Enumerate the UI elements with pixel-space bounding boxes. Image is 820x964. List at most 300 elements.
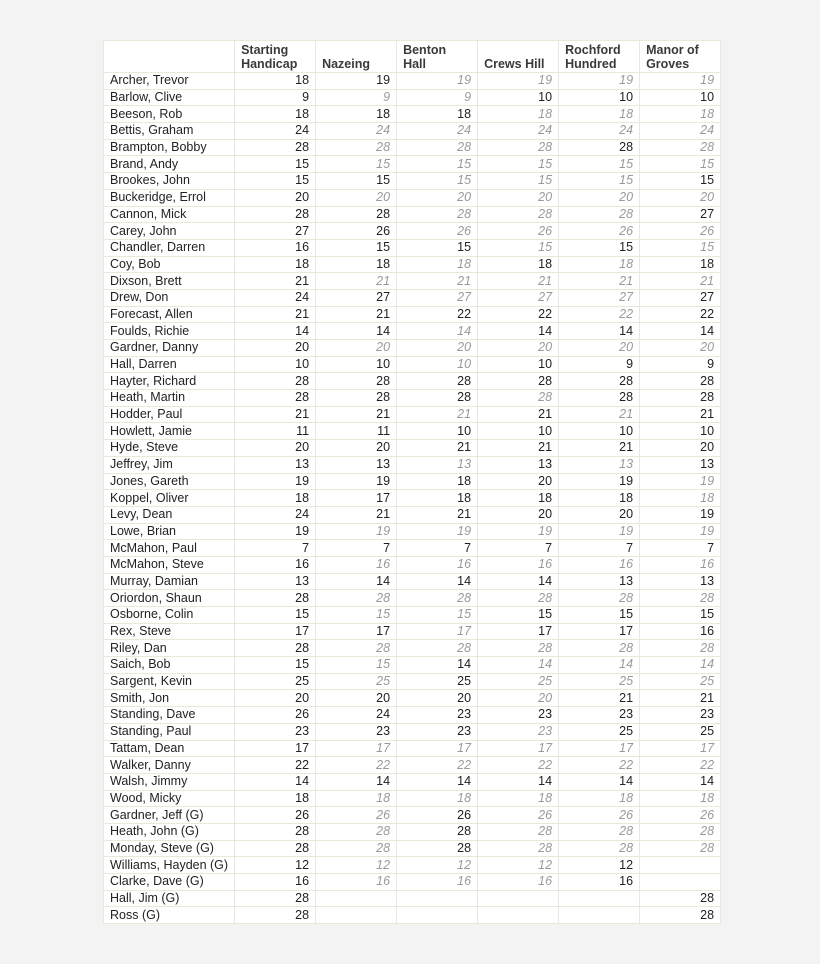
nazeing-cell: 14 [316, 773, 397, 790]
player-name-cell: Clarke, Dave (G) [104, 874, 235, 891]
table-row [104, 907, 721, 924]
starting-handicap-cell: 28 [235, 206, 316, 223]
benton-hall-cell: 12 [397, 857, 478, 874]
rochford-hundred-cell: 15 [559, 239, 640, 256]
benton-hall-cell [397, 907, 478, 924]
crews-hill-cell: 20 [478, 473, 559, 490]
player-name-cell: Brookes, John [104, 173, 235, 190]
starting-handicap-cell: 13 [235, 456, 316, 473]
table-row [104, 340, 721, 357]
rochford-hundred-cell: 17 [559, 623, 640, 640]
player-name-cell: Walsh, Jimmy [104, 773, 235, 790]
starting-handicap-cell: 25 [235, 673, 316, 690]
player-name-cell: Hall, Darren [104, 356, 235, 373]
crews-hill-cell: 24 [478, 123, 559, 140]
manor-of-groves-cell: 18 [640, 106, 721, 123]
starting-handicap-cell: 28 [235, 640, 316, 657]
manor-of-groves-cell: 28 [640, 590, 721, 607]
player-name-cell: McMahon, Paul [104, 540, 235, 557]
rochford-hundred-cell: 15 [559, 156, 640, 173]
crews-hill-cell: 15 [478, 173, 559, 190]
rochford-hundred-cell: 25 [559, 723, 640, 740]
rochford-hundred-cell: 21 [559, 273, 640, 290]
rochford-hundred-cell: 16 [559, 556, 640, 573]
starting-handicap-cell: 24 [235, 123, 316, 140]
player-name-cell: Chandler, Darren [104, 239, 235, 256]
rochford-hundred-cell: 13 [559, 573, 640, 590]
table-row [104, 757, 721, 774]
header-nazeing: Nazeing [316, 41, 397, 73]
nazeing-cell: 21 [316, 273, 397, 290]
table-row [104, 106, 721, 123]
table-row [104, 273, 721, 290]
player-name-cell: Forecast, Allen [104, 306, 235, 323]
crews-hill-cell: 10 [478, 89, 559, 106]
nazeing-cell: 21 [316, 306, 397, 323]
player-name-cell: Hyde, Steve [104, 440, 235, 457]
benton-hall-cell: 15 [397, 607, 478, 624]
nazeing-cell: 19 [316, 73, 397, 90]
crews-hill-cell: 23 [478, 707, 559, 724]
player-name-cell: Brand, Andy [104, 156, 235, 173]
rochford-hundred-cell: 23 [559, 707, 640, 724]
table-body [104, 73, 721, 924]
nazeing-cell: 18 [316, 106, 397, 123]
rochford-hundred-cell: 28 [559, 590, 640, 607]
starting-handicap-cell: 28 [235, 907, 316, 924]
starting-handicap-cell: 21 [235, 273, 316, 290]
player-name-cell: Murray, Damian [104, 573, 235, 590]
table-row [104, 506, 721, 523]
nazeing-cell: 27 [316, 289, 397, 306]
nazeing-cell: 16 [316, 556, 397, 573]
manor-of-groves-cell: 16 [640, 623, 721, 640]
starting-handicap-cell: 18 [235, 790, 316, 807]
starting-handicap-cell: 12 [235, 857, 316, 874]
manor-of-groves-cell: 14 [640, 323, 721, 340]
crews-hill-cell [478, 890, 559, 907]
table-row [104, 857, 721, 874]
crews-hill-cell: 14 [478, 323, 559, 340]
rochford-hundred-cell: 28 [559, 373, 640, 390]
rochford-hundred-cell: 18 [559, 106, 640, 123]
rochford-hundred-cell: 14 [559, 323, 640, 340]
starting-handicap-cell: 24 [235, 506, 316, 523]
crews-hill-cell: 16 [478, 874, 559, 891]
crews-hill-cell: 28 [478, 840, 559, 857]
starting-handicap-cell: 28 [235, 840, 316, 857]
benton-hall-cell: 17 [397, 623, 478, 640]
table-row [104, 607, 721, 624]
manor-of-groves-cell: 7 [640, 540, 721, 557]
nazeing-cell: 25 [316, 673, 397, 690]
manor-of-groves-cell [640, 874, 721, 891]
table-row [104, 206, 721, 223]
table-row [104, 823, 721, 840]
starting-handicap-cell: 18 [235, 490, 316, 507]
nazeing-cell: 15 [316, 156, 397, 173]
starting-handicap-cell: 17 [235, 740, 316, 757]
rochford-hundred-cell: 21 [559, 690, 640, 707]
manor-of-groves-cell: 18 [640, 256, 721, 273]
nazeing-cell [316, 890, 397, 907]
starting-handicap-cell: 15 [235, 173, 316, 190]
table-row [104, 406, 721, 423]
manor-of-groves-cell: 23 [640, 707, 721, 724]
nazeing-cell: 18 [316, 790, 397, 807]
header-manor-of-groves: Manor of Groves [640, 41, 721, 73]
benton-hall-cell: 19 [397, 523, 478, 540]
benton-hall-cell: 23 [397, 723, 478, 740]
starting-handicap-cell: 17 [235, 623, 316, 640]
nazeing-cell: 13 [316, 456, 397, 473]
player-name-cell: Brampton, Bobby [104, 139, 235, 156]
crews-hill-cell [478, 907, 559, 924]
crews-hill-cell: 20 [478, 506, 559, 523]
manor-of-groves-cell: 25 [640, 723, 721, 740]
crews-hill-cell: 20 [478, 340, 559, 357]
crews-hill-cell: 28 [478, 139, 559, 156]
player-name-cell: Smith, Jon [104, 690, 235, 707]
manor-of-groves-cell: 28 [640, 890, 721, 907]
rochford-hundred-cell: 26 [559, 807, 640, 824]
rochford-hundred-cell: 19 [559, 473, 640, 490]
player-name-cell: Coy, Bob [104, 256, 235, 273]
crews-hill-cell: 14 [478, 773, 559, 790]
nazeing-cell: 17 [316, 623, 397, 640]
benton-hall-cell: 28 [397, 840, 478, 857]
nazeing-cell: 28 [316, 823, 397, 840]
rochford-hundred-cell: 28 [559, 840, 640, 857]
crews-hill-cell: 21 [478, 440, 559, 457]
manor-of-groves-cell [640, 857, 721, 874]
starting-handicap-cell: 16 [235, 556, 316, 573]
player-name-cell: Standing, Dave [104, 707, 235, 724]
starting-handicap-cell: 28 [235, 139, 316, 156]
table-row [104, 289, 721, 306]
header-name-column [104, 41, 235, 73]
manor-of-groves-cell: 28 [640, 373, 721, 390]
crews-hill-cell: 26 [478, 223, 559, 240]
rochford-hundred-cell: 18 [559, 256, 640, 273]
table-row [104, 256, 721, 273]
table-row [104, 423, 721, 440]
rochford-hundred-cell: 20 [559, 506, 640, 523]
starting-handicap-cell: 18 [235, 106, 316, 123]
nazeing-cell: 11 [316, 423, 397, 440]
nazeing-cell: 28 [316, 139, 397, 156]
table-row [104, 657, 721, 674]
rochford-hundred-cell: 28 [559, 206, 640, 223]
player-name-cell: Archer, Trevor [104, 73, 235, 90]
starting-handicap-cell: 23 [235, 723, 316, 740]
manor-of-groves-cell: 20 [640, 340, 721, 357]
player-name-cell: Riley, Dan [104, 640, 235, 657]
starting-handicap-cell: 20 [235, 440, 316, 457]
manor-of-groves-cell: 19 [640, 473, 721, 490]
table-row [104, 790, 721, 807]
crews-hill-cell: 15 [478, 607, 559, 624]
nazeing-cell: 20 [316, 189, 397, 206]
rochford-hundred-cell: 21 [559, 440, 640, 457]
benton-hall-cell: 20 [397, 340, 478, 357]
crews-hill-cell: 17 [478, 740, 559, 757]
rochford-hundred-cell: 21 [559, 406, 640, 423]
benton-hall-cell: 18 [397, 473, 478, 490]
nazeing-cell: 21 [316, 406, 397, 423]
nazeing-cell: 22 [316, 757, 397, 774]
manor-of-groves-cell: 22 [640, 306, 721, 323]
benton-hall-cell: 19 [397, 73, 478, 90]
starting-handicap-cell: 22 [235, 757, 316, 774]
manor-of-groves-cell: 26 [640, 807, 721, 824]
starting-handicap-cell: 15 [235, 657, 316, 674]
manor-of-groves-cell: 20 [640, 189, 721, 206]
header-row [104, 41, 721, 73]
player-name-cell: Dixson, Brett [104, 273, 235, 290]
table-row [104, 540, 721, 557]
rochford-hundred-cell: 15 [559, 607, 640, 624]
benton-hall-cell: 16 [397, 874, 478, 891]
nazeing-cell: 19 [316, 523, 397, 540]
player-name-cell: Beeson, Rob [104, 106, 235, 123]
rochford-hundred-cell: 22 [559, 757, 640, 774]
table-row [104, 523, 721, 540]
player-name-cell: Ross (G) [104, 907, 235, 924]
benton-hall-cell: 23 [397, 707, 478, 724]
crews-hill-cell: 19 [478, 523, 559, 540]
manor-of-groves-cell: 20 [640, 440, 721, 457]
nazeing-cell: 14 [316, 573, 397, 590]
table-row [104, 440, 721, 457]
benton-hall-cell: 15 [397, 173, 478, 190]
manor-of-groves-cell: 18 [640, 490, 721, 507]
player-name-cell: Tattam, Dean [104, 740, 235, 757]
nazeing-cell: 28 [316, 390, 397, 407]
crews-hill-cell: 28 [478, 590, 559, 607]
manor-of-groves-cell: 25 [640, 673, 721, 690]
crews-hill-cell: 18 [478, 106, 559, 123]
rochford-hundred-cell: 25 [559, 673, 640, 690]
nazeing-cell: 24 [316, 707, 397, 724]
manor-of-groves-cell: 10 [640, 423, 721, 440]
manor-of-groves-cell: 28 [640, 390, 721, 407]
benton-hall-cell [397, 890, 478, 907]
nazeing-cell: 15 [316, 657, 397, 674]
table-row [104, 390, 721, 407]
player-name-cell: Howlett, Jamie [104, 423, 235, 440]
manor-of-groves-cell: 10 [640, 89, 721, 106]
manor-of-groves-cell: 21 [640, 273, 721, 290]
nazeing-cell: 7 [316, 540, 397, 557]
player-name-cell: Monday, Steve (G) [104, 840, 235, 857]
table-row [104, 773, 721, 790]
nazeing-cell [316, 907, 397, 924]
benton-hall-cell: 13 [397, 456, 478, 473]
manor-of-groves-cell: 21 [640, 406, 721, 423]
manor-of-groves-cell: 15 [640, 607, 721, 624]
benton-hall-cell: 26 [397, 223, 478, 240]
benton-hall-cell: 25 [397, 673, 478, 690]
benton-hall-cell: 28 [397, 823, 478, 840]
table-row [104, 690, 721, 707]
table-row [104, 590, 721, 607]
starting-handicap-cell: 7 [235, 540, 316, 557]
table-row [104, 73, 721, 90]
crews-hill-cell: 12 [478, 857, 559, 874]
rochford-hundred-cell: 19 [559, 73, 640, 90]
player-name-cell: Heath, Martin [104, 390, 235, 407]
benton-hall-cell: 10 [397, 423, 478, 440]
player-name-cell: Hall, Jim (G) [104, 890, 235, 907]
rochford-hundred-cell: 26 [559, 223, 640, 240]
player-name-cell: Jeffrey, Jim [104, 456, 235, 473]
rochford-hundred-cell: 28 [559, 139, 640, 156]
starting-handicap-cell: 9 [235, 89, 316, 106]
manor-of-groves-cell: 18 [640, 790, 721, 807]
rochford-hundred-cell: 18 [559, 490, 640, 507]
benton-hall-cell: 15 [397, 156, 478, 173]
crews-hill-cell: 15 [478, 239, 559, 256]
rochford-hundred-cell: 20 [559, 189, 640, 206]
nazeing-cell: 28 [316, 590, 397, 607]
rochford-hundred-cell: 13 [559, 456, 640, 473]
starting-handicap-cell: 15 [235, 156, 316, 173]
table-row [104, 306, 721, 323]
player-name-cell: Sargent, Kevin [104, 673, 235, 690]
nazeing-cell: 14 [316, 323, 397, 340]
rochford-hundred-cell [559, 890, 640, 907]
starting-handicap-cell: 21 [235, 306, 316, 323]
player-name-cell: Drew, Don [104, 289, 235, 306]
starting-handicap-cell: 18 [235, 73, 316, 90]
player-name-cell: Heath, John (G) [104, 823, 235, 840]
crews-hill-cell: 20 [478, 690, 559, 707]
crews-hill-cell: 26 [478, 807, 559, 824]
table-row [104, 123, 721, 140]
manor-of-groves-cell: 9 [640, 356, 721, 373]
benton-hall-cell: 28 [397, 390, 478, 407]
benton-hall-cell: 21 [397, 406, 478, 423]
nazeing-cell: 12 [316, 857, 397, 874]
rochford-hundred-cell: 9 [559, 356, 640, 373]
starting-handicap-cell: 16 [235, 239, 316, 256]
starting-handicap-cell: 24 [235, 289, 316, 306]
starting-handicap-cell: 28 [235, 390, 316, 407]
crews-hill-cell: 28 [478, 390, 559, 407]
player-name-cell: Bettis, Graham [104, 123, 235, 140]
benton-hall-cell: 15 [397, 239, 478, 256]
table-row [104, 373, 721, 390]
crews-hill-cell: 27 [478, 289, 559, 306]
player-name-cell: Foulds, Richie [104, 323, 235, 340]
nazeing-cell: 28 [316, 640, 397, 657]
manor-of-groves-cell: 14 [640, 657, 721, 674]
player-name-cell: Saich, Bob [104, 657, 235, 674]
manor-of-groves-cell: 15 [640, 156, 721, 173]
starting-handicap-cell: 11 [235, 423, 316, 440]
crews-hill-cell: 28 [478, 373, 559, 390]
starting-handicap-cell: 14 [235, 773, 316, 790]
benton-hall-cell: 18 [397, 490, 478, 507]
starting-handicap-cell: 10 [235, 356, 316, 373]
crews-hill-cell: 22 [478, 306, 559, 323]
nazeing-cell: 28 [316, 840, 397, 857]
manor-of-groves-cell: 22 [640, 757, 721, 774]
manor-of-groves-cell: 15 [640, 173, 721, 190]
manor-of-groves-cell: 28 [640, 640, 721, 657]
starting-handicap-cell: 20 [235, 340, 316, 357]
manor-of-groves-cell: 28 [640, 840, 721, 857]
benton-hall-cell: 27 [397, 289, 478, 306]
player-name-cell: Gardner, Danny [104, 340, 235, 357]
table-row [104, 456, 721, 473]
header-starting-handicap: Starting Handicap [235, 41, 316, 73]
table-row [104, 740, 721, 757]
nazeing-cell: 17 [316, 740, 397, 757]
rochford-hundred-cell [559, 907, 640, 924]
table-row [104, 173, 721, 190]
benton-hall-cell: 14 [397, 657, 478, 674]
crews-hill-cell: 16 [478, 556, 559, 573]
benton-hall-cell: 20 [397, 189, 478, 206]
player-name-cell: Rex, Steve [104, 623, 235, 640]
starting-handicap-cell: 20 [235, 690, 316, 707]
player-name-cell: Walker, Danny [104, 757, 235, 774]
benton-hall-cell: 18 [397, 106, 478, 123]
starting-handicap-cell: 13 [235, 573, 316, 590]
rochford-hundred-cell: 16 [559, 874, 640, 891]
rochford-hundred-cell: 15 [559, 173, 640, 190]
starting-handicap-cell: 21 [235, 406, 316, 423]
crews-hill-cell: 22 [478, 757, 559, 774]
crews-hill-cell: 15 [478, 156, 559, 173]
header-rochford-hundred: Rochford Hundred [559, 41, 640, 73]
crews-hill-cell: 23 [478, 723, 559, 740]
nazeing-cell: 20 [316, 440, 397, 457]
player-name-cell: Buckeridge, Errol [104, 189, 235, 206]
rochford-hundred-cell: 14 [559, 657, 640, 674]
crews-hill-cell: 28 [478, 206, 559, 223]
player-name-cell: McMahon, Steve [104, 556, 235, 573]
manor-of-groves-cell: 13 [640, 573, 721, 590]
starting-handicap-cell: 20 [235, 189, 316, 206]
starting-handicap-cell: 19 [235, 473, 316, 490]
benton-hall-cell: 28 [397, 590, 478, 607]
player-name-cell: Standing, Paul [104, 723, 235, 740]
benton-hall-cell: 22 [397, 757, 478, 774]
crews-hill-cell: 10 [478, 356, 559, 373]
table-row [104, 840, 721, 857]
benton-hall-cell: 14 [397, 573, 478, 590]
player-name-cell: Wood, Micky [104, 790, 235, 807]
benton-hall-cell: 9 [397, 89, 478, 106]
rochford-hundred-cell: 22 [559, 306, 640, 323]
header-benton-hall: Benton Hall [397, 41, 478, 73]
nazeing-cell: 20 [316, 690, 397, 707]
crews-hill-cell: 18 [478, 256, 559, 273]
nazeing-cell: 19 [316, 473, 397, 490]
nazeing-cell: 16 [316, 874, 397, 891]
manor-of-groves-cell: 19 [640, 506, 721, 523]
player-name-cell: Oriordon, Shaun [104, 590, 235, 607]
benton-hall-cell: 26 [397, 807, 478, 824]
manor-of-groves-cell: 28 [640, 907, 721, 924]
manor-of-groves-cell: 14 [640, 773, 721, 790]
starting-handicap-cell: 28 [235, 373, 316, 390]
nazeing-cell: 20 [316, 340, 397, 357]
table-row [104, 890, 721, 907]
